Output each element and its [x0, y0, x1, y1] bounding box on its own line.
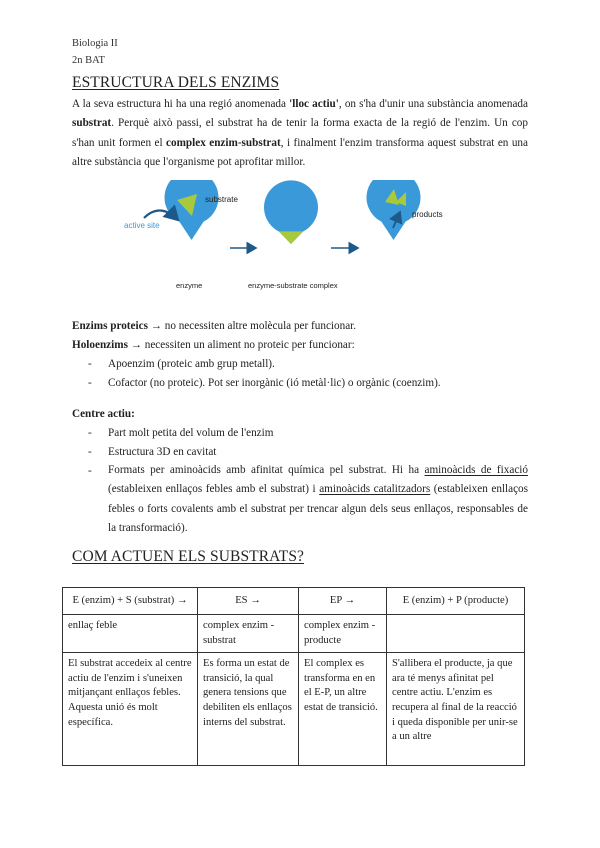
- table-header-row: [63, 588, 525, 615]
- table-cell: El substrat accedeix al centre actiu de l'enzim i s'uneixen mitjançant enllaços febles. Aquesta unió és molt específica.: [63, 653, 198, 766]
- header-cell: ES →: [198, 588, 299, 615]
- intro-paragraph: A la seva estructura hi ha una regió anomenada 'lloc actiu', on s'ha d'unir una substància anomenada substrat. Perquè això passi, el substrat ha de tenir la forma exacta de la regió de l'enzim. Un cop s'han unit formen el complex enzim-substrat, i finalment l'enzim transforma aquest substrat en una altre substància que l'organisme pot aprofitar millor.: [72, 98, 528, 169]
- bullet-small-volume: Part molt petita del volum de l'enzim: [108, 427, 274, 439]
- bullet-dash: -: [88, 377, 92, 389]
- label-products: products: [412, 210, 443, 219]
- bullet-apoenzyme: Apoenzim (proteic amb grup metall).: [108, 358, 275, 370]
- proteic-enzymes-line: Enzims proteics → no necessiten altre molècula per funcionar.: [72, 320, 357, 332]
- label-substrate: substrate: [205, 195, 238, 204]
- bullet-dash: -: [88, 446, 92, 458]
- bold-substrate: substrat: [72, 117, 112, 130]
- substrate-in-complex: [279, 231, 304, 244]
- label-enzyme: enzyme: [176, 281, 203, 290]
- table-row: [63, 615, 525, 653]
- table-cell: complex enzim - substrat: [198, 615, 299, 653]
- bullet-3d-structure: Estructura 3D en cavitat: [108, 446, 217, 458]
- enzyme-diagram: [110, 180, 490, 305]
- table-cell: [387, 615, 525, 653]
- header-cell: EP →: [299, 588, 387, 615]
- bullet-dash: -: [88, 358, 92, 370]
- course-label: 2n BAT: [72, 55, 105, 66]
- section-title-structure: ESTRUCTURA DELS ENZIMS: [72, 74, 280, 91]
- table-row: [63, 653, 525, 766]
- header-cell: E (enzim) + S (substrat) →: [63, 588, 198, 615]
- holoenzymes-line: Holoenzims → necessiten un aliment no proteic per funcionar:: [72, 339, 355, 351]
- table-cell: S'allibera el producte, ja que ara té menys afinitat pel centre actiu. L'enzim es recupera al final de la reacció i queda disponible per unir-se a un altre: [387, 653, 525, 766]
- subject-label: Biologia II: [72, 38, 118, 49]
- bullet-amino-acids: Formats per aminoàcids amb afinitat química pel substrat. Hi ha aminoàcids de fixació (estableixen enllaços febles amb el substrat) i aminoàcids catalitzadors (estableixen enllaços febles o forts covalents amb el substrat per trencar algun dels seus enllaços, responsables de la transformació).: [108, 464, 529, 535]
- header-cell: E (enzim) + P (producte): [387, 588, 525, 615]
- bold-active-site: 'lloc actiu': [289, 98, 339, 110]
- section-title-substrates: COM ACTUEN ELS SUBSTRATS?: [72, 548, 305, 565]
- table-cell: enllaç feble: [63, 615, 198, 653]
- label-active-site: active site: [124, 221, 160, 230]
- table-cell: El complex es transforma en en el E-P, un altre estat de transició.: [299, 653, 387, 766]
- bold-complex: complex enzim-substrat: [166, 136, 281, 149]
- table-cell: Es forma un estat de transició, la qual genera tensions que debiliten els enllaços interns del substrat.: [198, 653, 299, 766]
- bullet-dash: -: [88, 427, 92, 439]
- bullet-dash: -: [88, 465, 92, 477]
- label-complex: enzyme-substrate complex: [248, 281, 338, 290]
- active-center-title: Centre actiu:: [72, 408, 135, 420]
- bullet-cofactor: Cofactor (no proteic). Pot ser inorgànic (ió metàl·lic) o orgànic (coenzim).: [108, 377, 441, 389]
- table-cell: complex enzim - producte: [299, 615, 387, 653]
- reaction-table: [62, 587, 525, 766]
